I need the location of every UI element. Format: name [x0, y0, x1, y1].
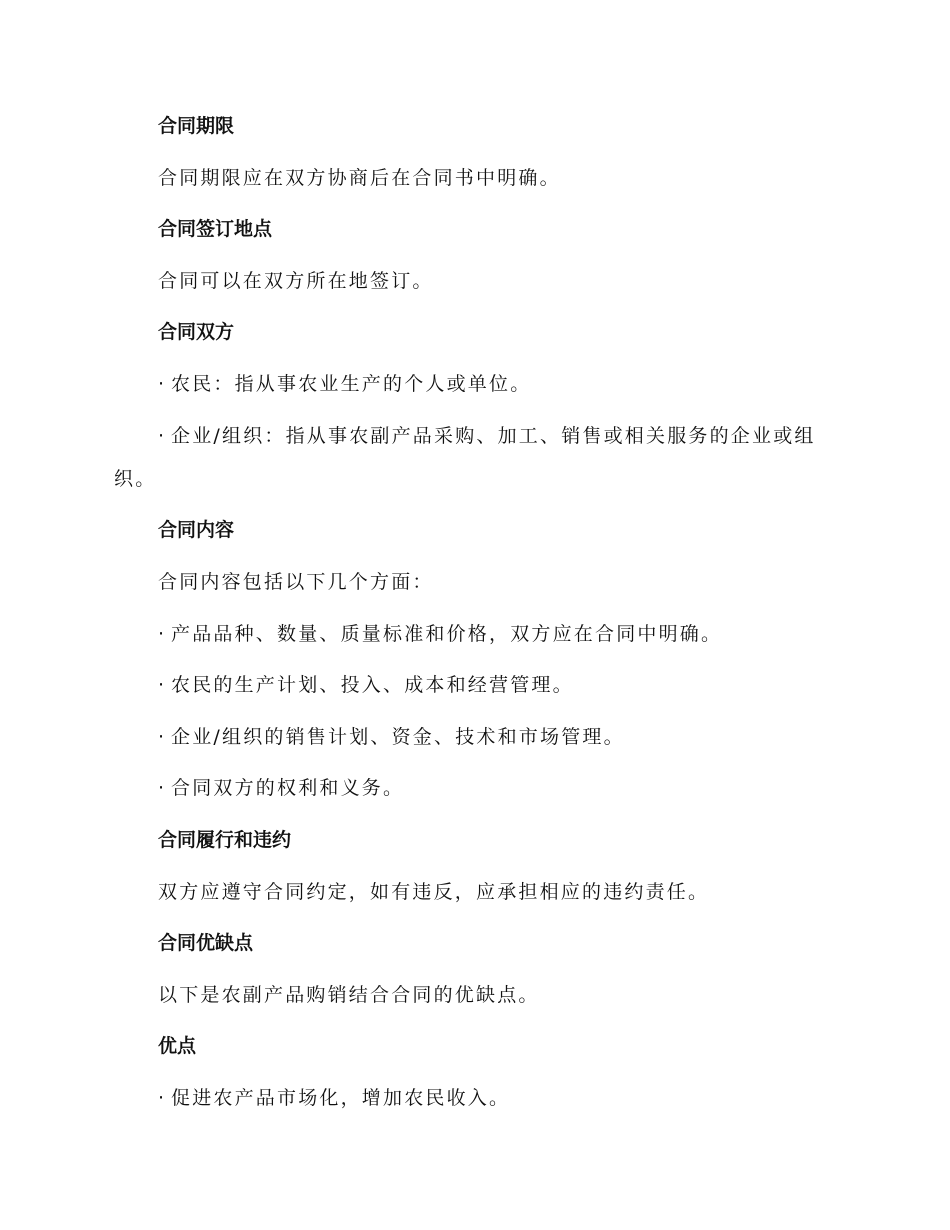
list-item-text: 农民：指从事农业生产的个人或单位。 [171, 373, 532, 395]
list-item-text: 企业/组织的销售计划、资金、技术和市场管理。 [171, 726, 625, 748]
bullet-mark: · [158, 623, 167, 645]
bullet-mark: · [158, 726, 167, 748]
paragraph-signing-place: 合同可以在双方所在地签订。 [158, 270, 434, 292]
list-item-text: 企业/组织：指从事农副产品采购、加工、销售或相关服务的企业或组 [171, 425, 816, 447]
list-item-text: 促进农产品市场化，增加农民收入。 [171, 1087, 511, 1109]
list-item-text: 农民的生产计划、投入、成本和经营管理。 [171, 674, 574, 696]
section-heading-term: 合同期限 [158, 115, 235, 137]
section-heading-performance: 合同履行和违约 [158, 829, 292, 851]
bullet-mark: · [158, 425, 167, 447]
bullet-mark: · [158, 674, 167, 696]
bullet-mark: · [158, 777, 167, 799]
section-heading-pros: 优点 [158, 1035, 197, 1057]
list-item-parties-farmer [158, 375, 531, 394]
section-heading-content: 合同内容 [158, 519, 235, 541]
section-heading-signing-place: 合同签订地点 [158, 218, 273, 240]
bullet-mark: · [158, 373, 167, 395]
list-item-text: 产品品种、数量、质量标准和价格，双方应在合同中明确。 [171, 623, 723, 645]
paragraph-content: 合同内容包括以下几个方面： [158, 571, 434, 593]
list-item-content-rights [158, 779, 404, 798]
paragraph-pros-cons: 以下是农副产品购销结合合同的优缺点。 [158, 984, 540, 1006]
list-item-content-products [158, 625, 722, 644]
list-item-parties-enterprise [158, 427, 816, 446]
bullet-mark: · [158, 1087, 167, 1109]
section-heading-parties: 合同双方 [158, 321, 235, 343]
paragraph-term: 合同期限应在双方协商后在合同书中明确。 [158, 167, 561, 189]
list-item-pros-market [158, 1089, 510, 1108]
list-item-content-enterprise-plan [158, 728, 625, 747]
section-heading-pros-cons: 合同优缺点 [158, 932, 254, 954]
list-item-content-farmer-plan [158, 676, 574, 695]
list-item-text: 合同双方的权利和义务。 [171, 777, 405, 799]
paragraph-performance: 双方应遵守合同约定，如有违反，应承担相应的违约责任。 [158, 881, 710, 903]
list-item-wrap-text: 织。 [114, 468, 157, 490]
